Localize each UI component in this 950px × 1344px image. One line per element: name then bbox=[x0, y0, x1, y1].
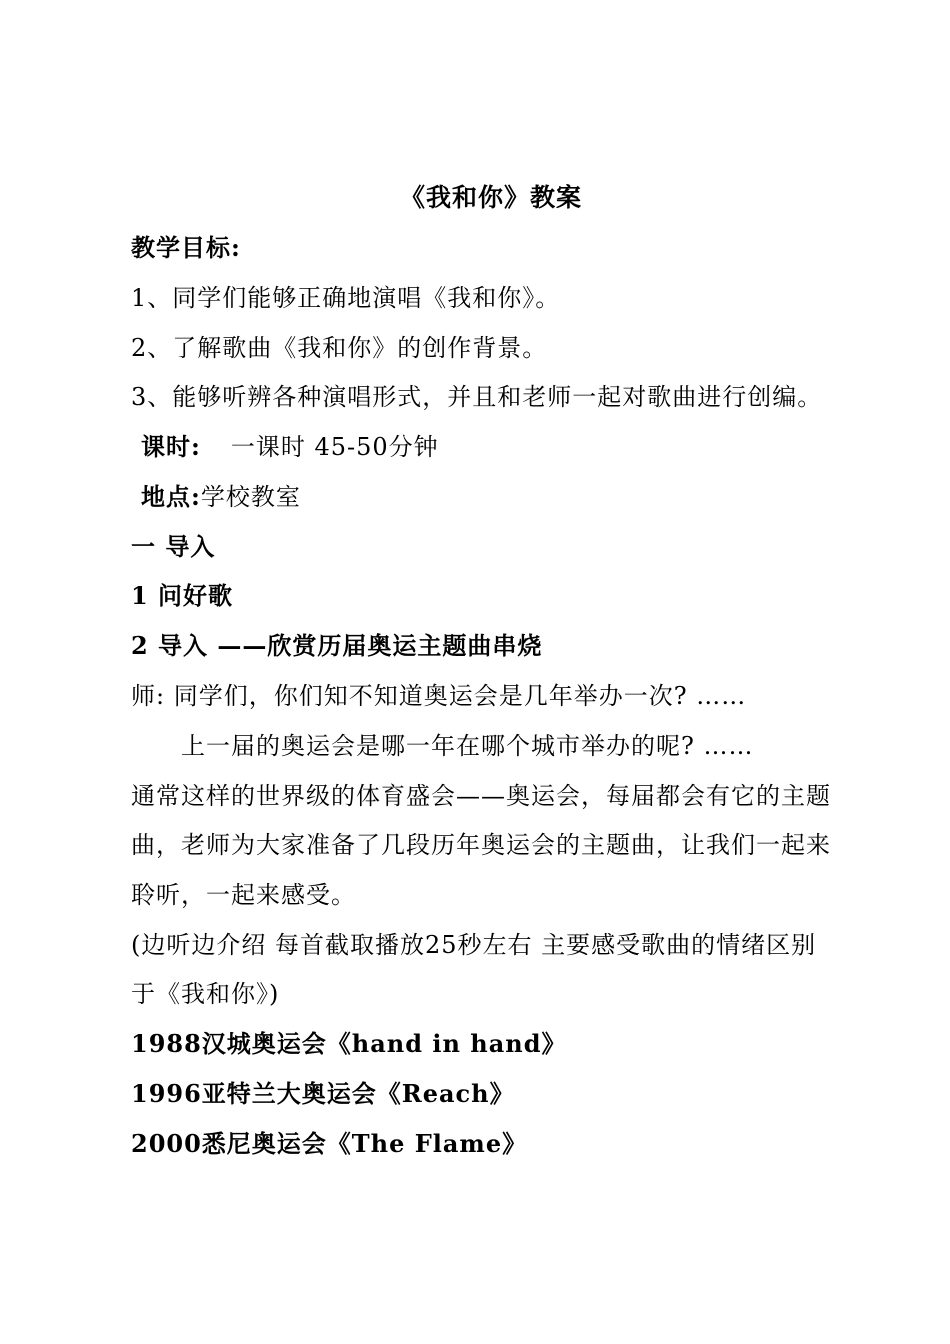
section-heading-intro: 一 导入 bbox=[131, 532, 216, 561]
paragraph-line-3: 聆听，一起来感受。 bbox=[131, 881, 356, 909]
objective-item-1: 1、同学们能够正确地演唱《我和你》。 bbox=[131, 284, 561, 312]
duration-line bbox=[141, 431, 439, 463]
song-item-1988: 1988汉城奥运会《hand in hand》 bbox=[131, 1029, 567, 1058]
location-line bbox=[141, 481, 301, 513]
song-item-1996: 1996亚特兰大奥运会《Reach》 bbox=[131, 1079, 515, 1108]
objective-item-3: 3、能够听辨各种演唱形式，并且和老师一起对歌曲进行创编。 bbox=[131, 383, 823, 411]
song-item-2000: 2000悉尼奥运会《The Flame》 bbox=[131, 1129, 528, 1158]
location-label: 地点: bbox=[141, 482, 201, 511]
location-value: 学校教室 bbox=[200, 483, 301, 511]
step-intro-medley: 2 导入 ——欣赏历届奥运主题曲串烧 bbox=[131, 631, 543, 660]
teacher-question-1: 师: 同学们，你们知不知道奥运会是几年举办一次? …… bbox=[131, 682, 747, 710]
duration-label: 课时: bbox=[141, 432, 201, 461]
paragraph-line-2: 曲，老师为大家准备了几段历年奥运会的主题曲，让我们一起来 bbox=[131, 831, 831, 859]
objective-item-2: 2、了解歌曲《我和你》的创作背景。 bbox=[131, 334, 548, 362]
objectives-heading: 教学目标: bbox=[131, 233, 241, 262]
note-line-1: (边听边介绍 每首截取播放25秒左右 主要感受歌曲的情绪区别 bbox=[131, 931, 817, 959]
teacher-question-2: 上一届的奥运会是哪一年在哪个城市举办的呢? …… bbox=[181, 732, 754, 760]
document-title: 《我和你》教案 bbox=[399, 183, 582, 212]
duration-value: 一课时 45-50分钟 bbox=[230, 433, 439, 461]
note-line-2: 于《我和你》) bbox=[131, 980, 280, 1008]
step-greeting-song: 1 问好歌 bbox=[131, 581, 234, 610]
paragraph-line-1: 通常这样的世界级的体育盛会——奥运会，每届都会有它的主题 bbox=[131, 782, 831, 810]
